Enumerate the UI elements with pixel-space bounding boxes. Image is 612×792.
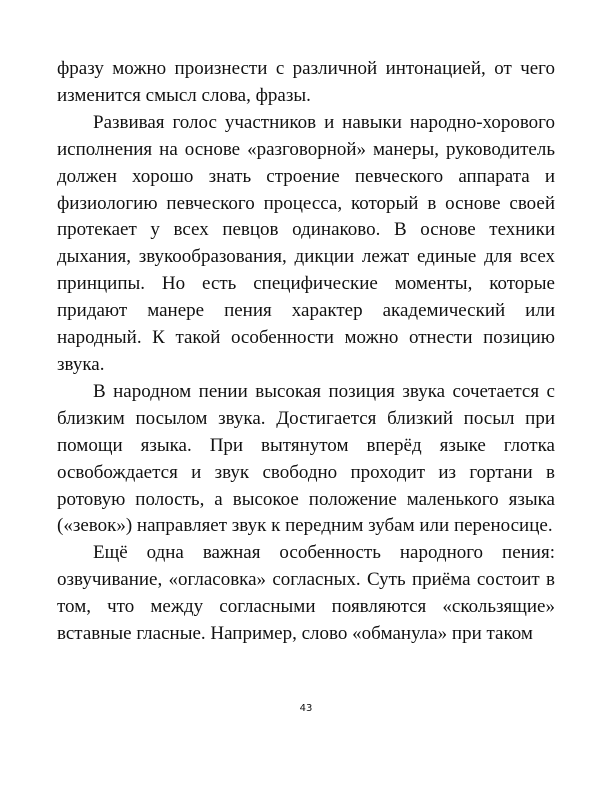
paragraph-continuation: фразу можно произнести с различной интонацией, от чего изменится смысл слова, фразы. <box>57 58 555 106</box>
paragraph-voice-position: Развивая голос участников и навыки народно-хорового исполнения на основе «разговорной» манеры, руководитель должен хорошо знать строение певческого аппарата и физиологию певческого процесса, который в основе своей протекает у всех певцов одинаково. В основе техники дыхания, звукообразования, дикции лежат единые для всех принципы. Но есть специфические моменты, которые придают манере пения характер академический или народный. К такой особенности можно отнести позицию звука. <box>57 111 555 375</box>
paragraph-consonant-vowelization: Ещё одна важная особенность народного пения: озвучивание, «огласовка» согласных. Суть приёма состоит в том, что между согласными появляются «скользящие» вставные гласные. Например, слово «обманула» при таком <box>57 542 555 645</box>
page-number: 43 <box>299 703 313 714</box>
paragraph-close-projection: В народном пении высокая позиция звука сочетается с близким посылом звука. Достигается близкий посыл при помощи языка. При вытянутом вперёд языке глотка освобождается и звук свободно проходит из гортани в ротовую полость, а высокое положение маленького языка («зевок») направляет звук к передним зубам или переносице. <box>57 380 555 537</box>
body-text <box>57 56 555 648</box>
